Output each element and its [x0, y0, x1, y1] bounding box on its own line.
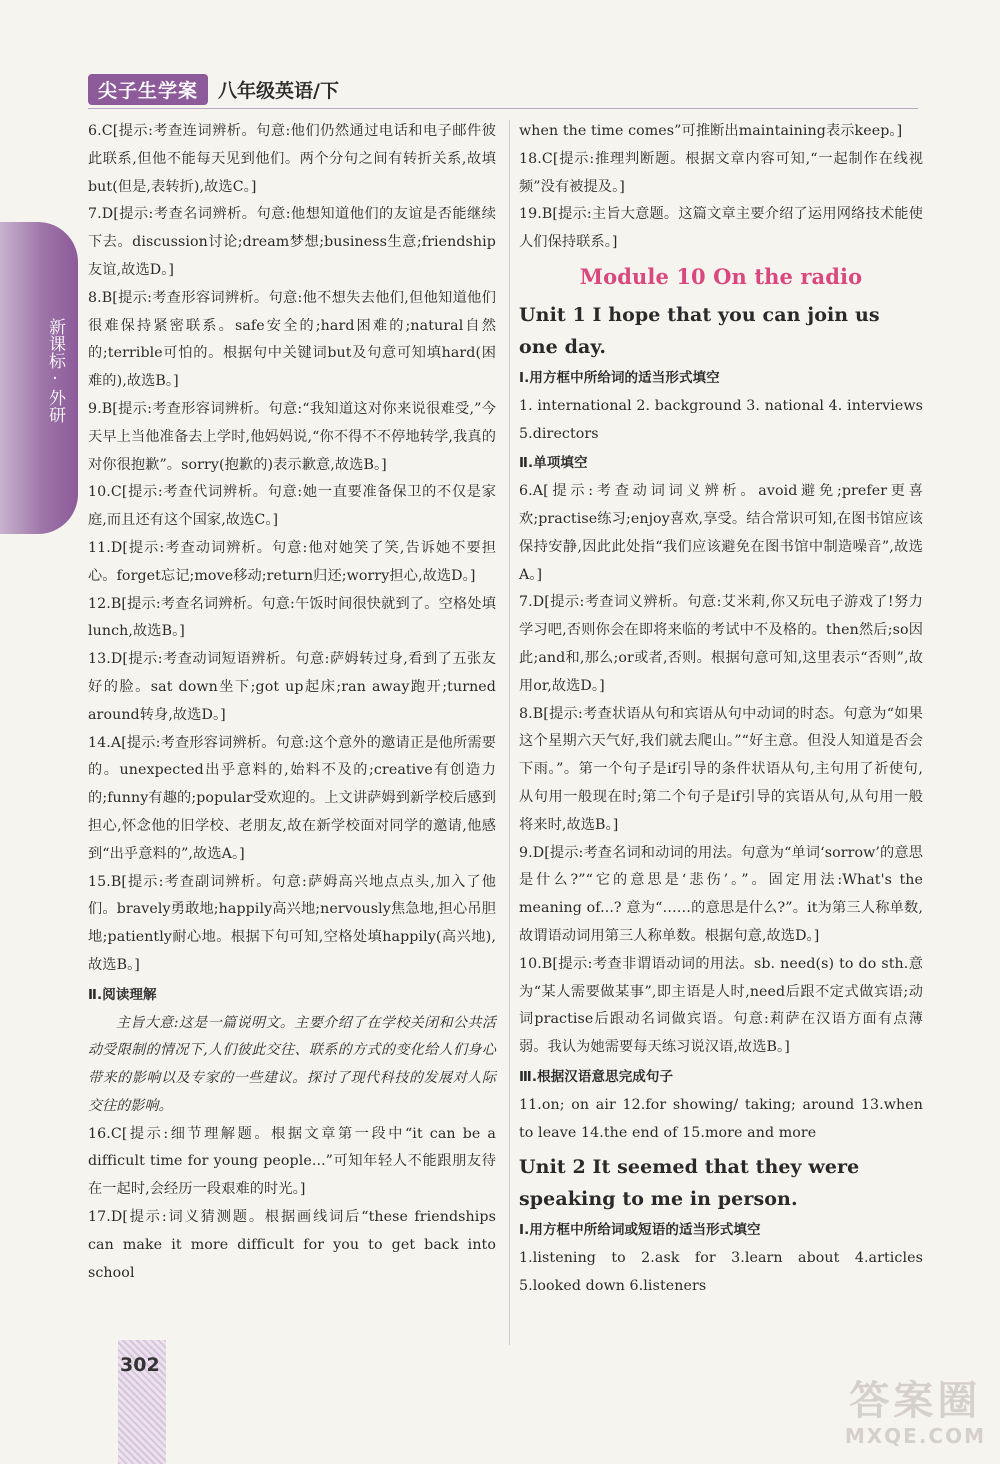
answer-item: 10.B[提示:考查非谓语动词的用法。sb. need(s) to do sth.意为“某人需要做某事”,即主语是人时,need后跟不定式做宾语;动词practise后跟动名词做宾语。句意:莉萨在汉语方面有点薄弱。我认为她需要每天练习说汉语,故选B。]	[519, 955, 923, 1056]
unit-title: Unit 1 I hope that you can join us one day.	[519, 303, 880, 358]
answer-item: when the time comes”可推断出maintaining表示keep。]	[519, 123, 903, 139]
answer-item: 8.B[提示:考查形容词辨析。句意:他不想失去他们,但他知道他们很难保持紧密联系。safe安全的;hard困难的;natural自然的;terrible可怕的。根据句中关键词but及句意可知填hard(困难的),故选B。]	[88, 289, 496, 390]
answer-item: 7.D[提示:考查词义辨析。句意:艾米莉,你又玩电子游戏了!努力学习吧,否则你会在即将来临的考试中不及格的。then然后;so因此;and和,那么;or或者,否则。根据句意可知,这里表示“否则”,故用or,故选D。]	[519, 594, 923, 694]
book-title: 八年级英语/下	[218, 79, 339, 102]
answer-item: 17.D[提示:词义猜测题。根据画线词后“these friendships can make it more difficult for you to get back into school	[88, 1209, 496, 1281]
unit-title: Unit 2 It seemed that they were speaking to me in person.	[519, 1156, 860, 1211]
section-heading: Ⅱ.单项填空	[519, 455, 588, 472]
answer-line: 1.listening to 2.ask for 3.learn about 4.articles 5.looked down 6.listeners	[519, 1250, 923, 1294]
brand-label: 尖子生学案	[88, 74, 208, 105]
answer-item: 7.D[提示:考查名词辨析。句意:他想知道他们的友谊是否能继续下去。discussion讨论;dream梦想;business生意;friendship友谊,故选D。]	[88, 206, 496, 278]
watermark	[845, 1378, 986, 1448]
answer-item: 18.C[提示:推理判断题。根据文章内容可知,“一起制作在线视频”没有被提及。]	[519, 150, 923, 195]
module-title: Module 10 On the radio	[579, 263, 863, 289]
section-heading: Ⅰ.用方框中所给词的适当形式填空	[519, 369, 720, 386]
answer-item: 10.C[提示:考查代词辨析。句意:她一直要准备保卫的不仅是家庭,而且还有这个国家,故选C。]	[88, 484, 496, 529]
section-heading: Ⅲ.根据汉语意思完成句子	[519, 1068, 674, 1085]
answer-item: 6.C[提示:考查连词辨析。句意:他们仍然通过电话和电子邮件彼此联系,但他不能每天见到他们。两个分句之间有转折关系,故填but(但是,表转折),故选C。]	[88, 123, 496, 195]
answer-item: 9.D[提示:考查名词和动词的用法。句意为“单词‘sorrow’的意思是什么?”“它的意思是‘悲伤’。”。固定用法:What's the meaning of...? 意为“……的意思是什么?”。it为第三人称单数,故谓语动词用第三人称单数。根据句意,故选D。]	[519, 844, 923, 944]
right-column	[519, 118, 923, 1301]
answer-line: 1. international 2. background 3. national 4. interviews 5.directors	[519, 397, 923, 442]
page-number: 302	[120, 1354, 160, 1376]
watermark-logo: 答案圈	[849, 1378, 982, 1424]
answer-item: 12.B[提示:考查名词辨析。句意:午饭时间很快就到了。空格处填lunch,故选B。]	[88, 595, 496, 640]
side-tab-label: 新课标·外研	[45, 318, 65, 423]
header-rule	[88, 108, 918, 109]
page-header	[88, 74, 339, 104]
left-column	[88, 118, 496, 1287]
answer-item: 15.B[提示:考查副词辨析。句意:萨姆高兴地点点头,加入了他们。bravely勇敢地;happily高兴地;nervously焦急地,担心吊胆地;patiently耐心地。根据下句可知,空格处填happily(高兴地),故选B。]	[88, 873, 496, 973]
summary-paragraph: 主旨大意:这是一篇说明文。主要介绍了在学校关闭和公共活动受限制的情况下,人们彼此交往、联系的方式的变化给人们身心带来的影响以及专家的一些建议。探讨了现代科技的发展对人际交往的影响。	[88, 1014, 496, 1114]
answer-item: 16.C[提示:细节理解题。根据文章第一段中“it can be a difficult time for young people...”可知年轻人不能跟朋友待在一起时,会经历一段艰难的时光。]	[88, 1125, 496, 1198]
answer-item: 14.A[提示:考查形容词辨析。句意:这个意外的邀请正是他所需要的。unexpected出乎意料的,始料不及的;creative有创造力的;funny有趣的;popular受欢迎的。上文讲萨姆到新学校后感到担心,怀念他的旧学校、老朋友,故在新学校面对同学的邀请,他感到“出乎意料的”,故选A。]	[88, 734, 496, 862]
section-heading: Ⅱ.阅读理解	[88, 986, 157, 1003]
watermark-url: MXQE.COM	[844, 1424, 986, 1448]
column-divider	[509, 120, 510, 1345]
answer-line: 11.on; on air 12.for showing/ taking; around 13.when to leave 14.the end of 15.more and more	[519, 1096, 923, 1141]
answer-item: 13.D[提示:考查动词短语辨析。句意:萨姆转过身,看到了五张友好的脸。sat down坐下;got up起床;ran away跑开;turned around转身,故选D。]	[88, 651, 496, 723]
answer-item: 19.B[提示:主旨大意题。这篇文章主要介绍了运用网络技术能使人们保持联系。]	[519, 206, 923, 251]
section-heading: Ⅰ.用方框中所给词或短语的适当形式填空	[519, 1222, 761, 1239]
answer-item: 9.B[提示:考查形容词辨析。句意:“我知道这对你来说很难受,”今天早上当他准备去上学时,他妈妈说,“你不得不不停地转学,我真的对你很抱歉”。sorry(抱歉的)表示歉意,故选B。]	[88, 400, 496, 473]
answer-item: 8.B[提示:考查状语从句和宾语从句中动词的时态。句意为“如果这个星期六天气好,我们就去爬山。”“好主意。但没人知道是否会下雨。”。第一个句子是if引导的条件状语从句,主句用了祈使句,从句用一般现在时;第二个句子是if引导的宾语从句,从句用一般将来时,故选B。]	[519, 705, 923, 833]
answer-item: 11.D[提示:考查动词辨析。句意:他对她笑了笑,告诉她不要担心。forget忘记;move移动;return归还;worry担心,故选D。]	[88, 539, 496, 584]
answer-item: 6.A[提示:考查动词词义辨析。avoid避免;prefer更喜欢;practise练习;enjoy喜欢,享受。结合常识可知,在图书馆应该保持安静,因此此处指“我们应该避免在图书馆中制造噪音”,故选A。]	[519, 483, 923, 583]
